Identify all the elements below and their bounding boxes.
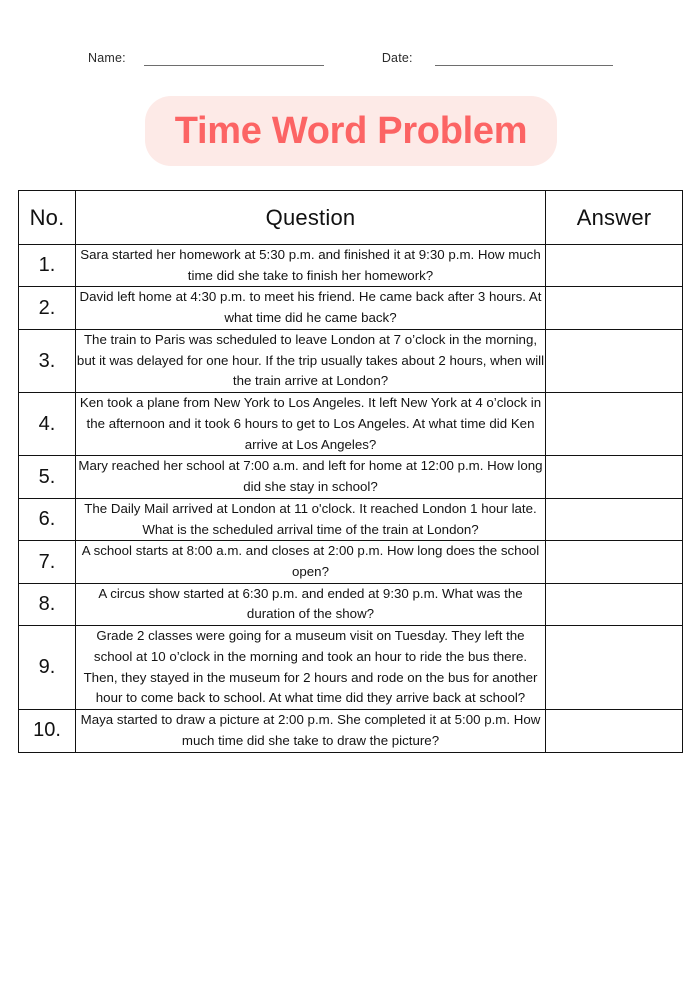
word-problem-table xyxy=(18,190,683,753)
table-row xyxy=(19,456,683,498)
name-field xyxy=(88,51,324,66)
question-text: Maya started to draw a picture at 2:00 p.m. She completed it at 5:00 p.m. How much time did she take to draw the picture? xyxy=(76,710,546,752)
answer-input-cell[interactable] xyxy=(546,287,683,329)
question-text: The train to Paris was scheduled to leave London at 7 o’clock in the morning, but it was delayed for one hour. If the trip usually takes about 2 hours, when will the train arrive at London? xyxy=(76,329,546,392)
question-text: The Daily Mail arrived at London at 11 o'clock. It reached London 1 hour late. What is the scheduled arrival time of the train at London? xyxy=(76,498,546,540)
table-row xyxy=(19,329,683,392)
column-header-answer: Answer xyxy=(546,191,683,245)
date-label: Date: xyxy=(381,50,413,65)
table-row xyxy=(19,626,683,710)
table-header xyxy=(19,191,683,245)
question-text: A school starts at 8:00 a.m. and closes at 2:00 p.m. How long does the school open? xyxy=(76,541,546,583)
column-header-no: No. xyxy=(19,191,76,245)
date-field xyxy=(382,51,613,66)
answer-input-cell[interactable] xyxy=(546,626,683,710)
answer-input-cell[interactable] xyxy=(546,393,683,456)
row-number: 6. xyxy=(19,498,76,540)
answer-input-cell[interactable] xyxy=(546,245,683,287)
table-row xyxy=(19,710,683,752)
table-row xyxy=(19,583,683,625)
name-label: Name: xyxy=(88,50,126,65)
table-row xyxy=(19,245,683,287)
table-row xyxy=(19,393,683,456)
row-number: 7. xyxy=(19,541,76,583)
row-number: 5. xyxy=(19,456,76,498)
table-body xyxy=(19,245,683,753)
row-number: 4. xyxy=(19,393,76,456)
table-row xyxy=(19,541,683,583)
question-text: Grade 2 classes were going for a museum visit on Tuesday. They left the school at 10 o’clock in the morning and took an hour to ride the bus there. Then, they stayed in the museum for 2 hours and rode on the bus for another hour to come back to school. At what time did they arrive back at school? xyxy=(76,626,546,710)
table-row xyxy=(19,287,683,329)
name-input-line[interactable] xyxy=(144,51,324,66)
student-info-row xyxy=(0,40,700,66)
table-row xyxy=(19,498,683,540)
question-text: Ken took a plane from New York to Los Angeles. It left New York at 4 o’clock in the afternoon and it took 6 hours to get to Los Angeles. At what time did Ken arrive at Los Angeles? xyxy=(76,393,546,456)
answer-input-cell[interactable] xyxy=(546,498,683,540)
answer-input-cell[interactable] xyxy=(546,583,683,625)
row-number: 1. xyxy=(19,245,76,287)
title-banner xyxy=(145,96,557,166)
date-input-line[interactable] xyxy=(435,51,613,66)
question-text: A circus show started at 6:30 p.m. and ended at 9:30 p.m. What was the duration of the show? xyxy=(76,583,546,625)
row-number: 2. xyxy=(19,287,76,329)
row-number: 8. xyxy=(19,583,76,625)
answer-input-cell[interactable] xyxy=(546,456,683,498)
row-number: 3. xyxy=(19,329,76,392)
page-title: Time Word Problem xyxy=(174,110,528,152)
table-header-row xyxy=(19,191,683,245)
question-text: David left home at 4:30 p.m. to meet his friend. He came back after 3 hours. At what time did he came back? xyxy=(76,287,546,329)
row-number: 10. xyxy=(19,710,76,752)
column-header-question: Question xyxy=(76,191,546,245)
answer-input-cell[interactable] xyxy=(546,541,683,583)
question-text: Mary reached her school at 7:00 a.m. and left for home at 12:00 p.m. How long did she stay in school? xyxy=(76,456,546,498)
question-text: Sara started her homework at 5:30 p.m. and finished it at 9:30 p.m. How much time did she take to finish her homework? xyxy=(76,245,546,287)
answer-input-cell[interactable] xyxy=(546,329,683,392)
answer-input-cell[interactable] xyxy=(546,710,683,752)
row-number: 9. xyxy=(19,626,76,710)
